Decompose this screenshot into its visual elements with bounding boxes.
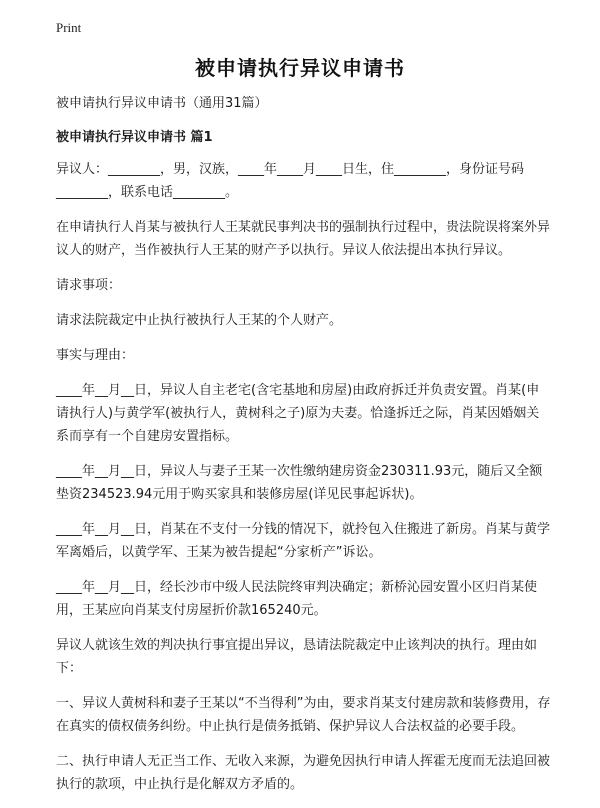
paragraph-intro: 在申请执行人肖某与被执行人王某就民事判决书的强制执行过程中，贵法院误将案外异议人的财产，当作被执行人王某的财产予以执行。异议人依法提出本执行异议。	[56, 220, 551, 258]
paragraph-fact-1: ____年__月__日，异议人自主老宅(含宅基地和房屋)由政府拆迁并负责安置。肖某(申请执行人)与黄学军(被执行人，黄树科之子)原为夫妻。恰逢拆迁之际，肖某因婚姻关系而享有一个自建房安置指标。	[56, 383, 540, 444]
paragraph-fact-2: ____年__月__日，异议人与妻子王某一次性缴纳建房资金230311.93元，随后又全额垫资234523.94元用于购买家具和装修房屋(详见民事起诉状)。	[56, 464, 543, 502]
paragraph-facts-heading: 事实与理由：	[56, 348, 135, 363]
paragraph-fact-4: ____年__月__日，经长沙市中级人民法院终审判决确定；新桥沁园安置小区归肖某使用，王某应向肖某支付房屋折价款165240元。	[56, 580, 538, 618]
document-subtitle: 被申请执行异议申请书（通用31篇）	[56, 96, 268, 111]
paragraph-reason-1: 一、异议人黄树科和妻子王某以“不当得利”为由，要求肖某支付建房款和装修费用，存在真实的债权债务纠纷。中止执行是债务抵销、保护异议人合法权益的必要手段。	[56, 696, 551, 734]
paragraph-request: 请求法院裁定中止执行被执行人王某的个人财产。	[56, 313, 343, 328]
print-link[interactable]: Print	[56, 20, 82, 35]
document-title: 被申请执行异议申请书	[195, 56, 405, 80]
document-body	[56, 92, 552, 808]
section-heading: 被申请执行异议申请书 篇1	[56, 130, 213, 145]
paragraph-objector-info: 异议人：________，男，汉族，____年____月____日生，住________，身份证号码________，联系电话________。	[56, 162, 525, 200]
paragraph-reason-2: 二、执行申请人无正当工作、无收入来源，为避免因执行申请人挥霍无度而无法追回被执行的款项，中止执行是化解双方矛盾的。	[56, 754, 551, 792]
paragraph-fact-3: ____年__月__日，肖某在不支付一分钱的情况下，就拎包入住搬进了新房。肖某与黄学军离婚后，以黄学军、王某为被告提起“分家析产”诉讼。	[56, 522, 551, 560]
paragraph-reasons-intro: 异议人就该生效的判决执行事宜提出异议，恳请法院裁定中止该判决的执行。理由如下：	[56, 638, 538, 676]
paragraph-request-heading: 请求事项：	[56, 278, 122, 293]
